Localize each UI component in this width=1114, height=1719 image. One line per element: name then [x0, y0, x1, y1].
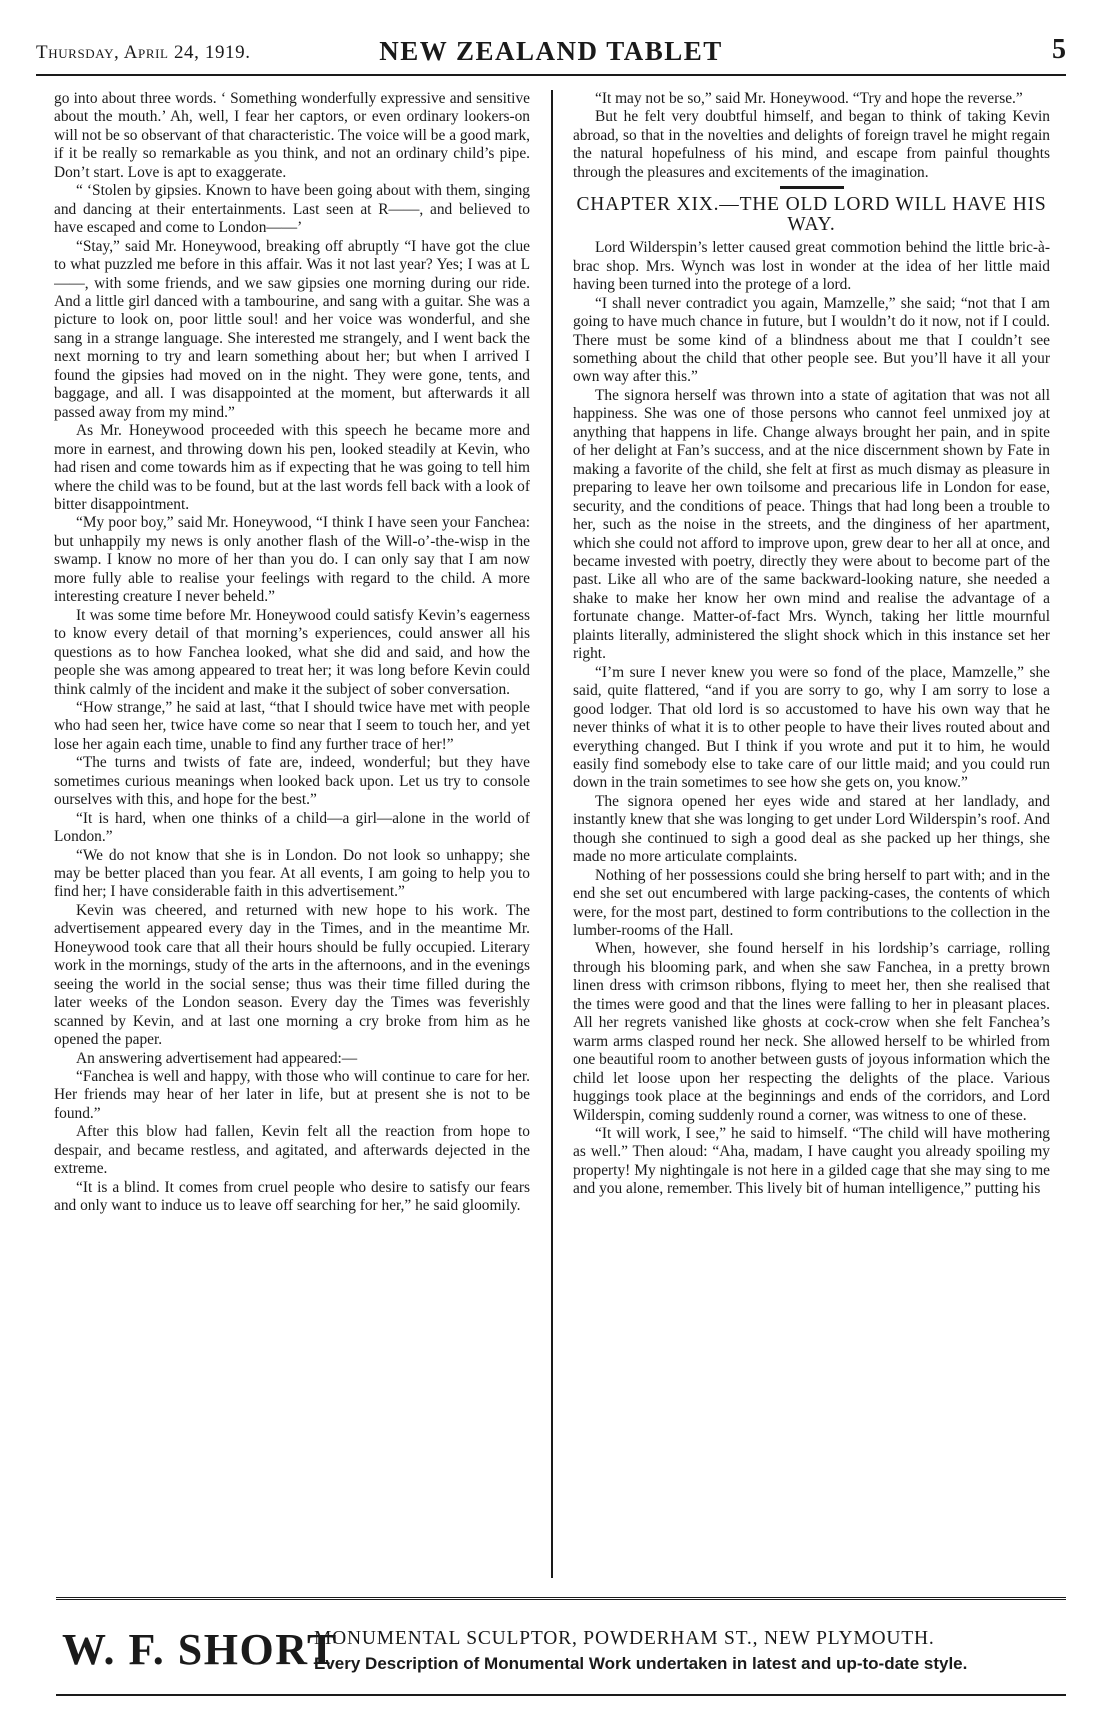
chapter-heading: CHAPTER XIX.—THE OLD LORD WILL HAVE HIS WAY.: [576, 194, 1047, 236]
paragraph: “We do not know that she is in London. Do not look so unhappy; she may be better placed than you fear. At all events, I am going to help you to find her; I have considerable faith in this advertisement.”: [54, 846, 530, 901]
left-column: [54, 90, 530, 1580]
paragraph: An answering advertisement had appeared:—: [76, 1049, 358, 1067]
page-number: 5: [1052, 34, 1066, 65]
issue-date: Thursday, April 24, 1919.: [36, 42, 251, 63]
paragraph: “My poor boy,” said Mr. Honeywood, “I think I have seen your Fanchea: but unhappily my news is only another flash of the Will-o’-the-wisp in the swamp. I know no more of her than you do. I can only say that I am now more fully able to realise your feelings with regard to the child. A more interesting creature I never beheld.”: [54, 514, 530, 606]
paragraph: “Fanchea is well and happy, with those who will continue to care for her. Her friends may hear of her later in life, but at present she is not to be found.”: [54, 1068, 530, 1122]
paragraph: “It is a blind. It comes from cruel people who desire to satisfy our fears and only want to induce us to leave off searching for her,” he said gloomily.: [54, 1178, 530, 1215]
paragraph: “Stay,” said Mr. Honeywood, breaking off abruptly “I have got the clue to what puzzled me before in this affair. Was it not last year? Yes; I was at L——, with some friends, and we saw gipsies one morning during our ride. And a little girl danced with a tambourine, and sang with a guitar. She was a picture to look on, poor little soul! and her voice was wonderful, and she sang in a strange language. She interested me strangely, and I went back the next morning to try and learn something about her; but when I arrived I found the gipsies had moved on in the night. They were gone, tents, and baggage, and all. I was disappointed at the moment, but afterwards it all passed away from my mind.”: [54, 237, 530, 421]
paragraph: “It may not be so,” said Mr. Honeywood. “Try and hope the reverse.”: [595, 90, 1023, 107]
advertisement-line-1: MONUMENTAL SCULPTOR, POWDERHAM ST., NEW PLYMOUTH.: [314, 1628, 935, 1649]
paragraph: go into about three words. ‘ Something wonderfully expressive and sensitive about the mouth.’ Ah, well, I fear her captors, or even ordinary lookers-on will not be so observant of that characteristic. The voice will be a good mark, if it be really so remarkable as you think, and not an ordinary child’s pipe. Don’t start. Love is apt to exaggerate.: [54, 90, 530, 181]
chapter-separator: [780, 186, 844, 189]
paragraph: But he felt very doubtful himself, and began to think of taking Kevin abroad, so that in the novelties and delights of foreign travel he might regain the natural hopefulness of his mind, and escape from painful thoughts through the pleasures and excitements of the imagination.: [573, 108, 1050, 181]
advertisement-bottom-rule: [56, 1694, 1066, 1696]
advertisement: [56, 1614, 1066, 1684]
paragraph: As Mr. Honeywood proceeded with this speech he became more and more in earnest, and throwing down his pen, looked steadily at Kevin, who had risen and come towards him as if expecting that he was going to tell him where the child was to be found, but at the last words fell back with a look of bitter disappointment.: [54, 422, 530, 513]
paragraph: “I shall never contradict you again, Mamzelle,” she said; “not that I am going to have much chance in future, but I wouldn’t do it now, not if I could. There must be some kind of a blindness about me that I couldn’t see something about the child that other people see. But you’ll have it all your own way after this.”: [573, 294, 1050, 386]
column-divider: [551, 90, 553, 1578]
advertiser-name: W. F. SHORT: [62, 1625, 338, 1674]
paragraph: The signora opened her eyes wide and stared at her landlady, and instantly knew that she was longing to get under Lord Wilderspin’s roof. And though she continued to sigh a good deal as she packed up her things, she made no more articulate complaints.: [573, 792, 1050, 866]
advertisement-top-rule: [56, 1597, 1066, 1600]
paragraph: “It is hard, when one thinks of a child—a girl—alone in the world of London.”: [54, 809, 530, 846]
paragraph: Nothing of her possessions could she bring herself to part with; and in the end she set out encumbered with large packing-cases, the contents of which were, for the most part, destined to form contributions to the collection in the lumber-rooms of the Hall.: [573, 866, 1050, 940]
advertisement-line-2: Every Description of Monumental Work undertaken in latest and up-to-date style.: [314, 1654, 968, 1673]
masthead: [36, 34, 1066, 68]
paragraph: After this blow had fallen, Kevin felt all the reaction from hope to despair, and became restless, and agitated, and afterwards dejected in the extreme.: [54, 1123, 530, 1178]
paragraph: Lord Wilderspin’s letter caused great commotion behind the little bric-à-brac shop. Mrs. Wynch was lost in wonder at the idea of her little maid having been turned into the protege of a lord.: [573, 239, 1050, 294]
paragraph: “I’m sure I never knew you were so fond of the place, Mamzelle,” she said, quite flattered, “and if you are sorry to go, why I am sorry to lose a good lodger. That old lord is so accustomed to have his own way that he never thinks of what it is to other people to have their lives routed about and everything changed. But I think if you wrote and put it to him, he would easily find somebody else to take care of our little maid; and you could run down in the train sometimes to see how she gets on, you know.”: [573, 663, 1050, 792]
paragraph: It was some time before Mr. Honeywood could satisfy Kevin’s eagerness to know every detail of that morning’s experiences, could answer all his questions as to how Fanchea looked, what she did and said, and how the people she was among appeared to treat her; it was long before Kevin could think calmly of the incident and make it the subject of sober conversation.: [54, 606, 530, 698]
paragraph: When, however, she found herself in his lordship’s carriage, rolling through his blooming park, and when she saw Fanchea, in a pretty brown linen dress with crimson ribbons, flying to meet her, then she realised that the times were good and that the lines were falling to her in pleasant places. All her regrets vanished like ghosts at cock-crow when she felt Fanchea’s warm arms clasped round her neck. She allowed herself to be whirled from one beautiful room to another between gusts of joyous information which the child let loose upon her respecting the delights of the place. Various huggings took place at the beginnings and ends of the corridors, and Lord Wilderspin, coming suddenly round a corner, was witness to one of these.: [573, 940, 1050, 1124]
paragraph: “How strange,” he said at last, “that I should twice have met with people who had seen her, twice have come so near that I seem to touch her, and yet lose her again each time, unable to find any further trace of her!”: [54, 698, 530, 753]
paragraph: “ ‘Stolen by gipsies. Known to have been going about with them, singing and dancing at their entertainments. Last seen at R——, and believed to have escaped and come to London——’: [54, 182, 530, 237]
newspaper-title: NEW ZEALAND TABLET: [379, 36, 723, 66]
paragraph: “It will work, I see,” he said to himself. “The child will have mothering as well.” Then aloud: “Aha, madam, I have caught you already spoiling my property! My nightingale is not here in a gilded cage that she may sing to me and you alone, remember. This lively bit of human intelligence,” putting his: [573, 1125, 1050, 1198]
right-column: [573, 90, 1050, 1580]
paragraph: The signora herself was thrown into a state of agitation that was not all happiness. She was one of those persons who cannot feel unmixed joy at anything that happens in life. Change always brought her pain, and in spite of her delight at Fan’s success, and at the nice discernment shown by Fate in making a favorite of the child, she felt at first as much dismay as pleasure in preparing to leave her own toilsome and precarious life in London for ease, security, and the conditions of peace. Things that had long been a trouble to her, such as the noise in the streets, and the dinginess of her apartment, which she could not afford to improve upon, grew dear to her all at once, and became invested with poetry, directly they were about to become part of the past. Like all who are of the same backward-looking nature, she needed a shake to make her know her own mind and realise the advantage of a fortunate change. Matter-of-fact Mrs. Wynch, taking her little mournful plaints literally, administered the slight shock which in this instance set her right.: [573, 386, 1050, 663]
header-rule: [36, 74, 1066, 76]
paragraph: Kevin was cheered, and returned with new hope to his work. The advertisement appeared every day in the Times, and in the meantime Mr. Honeywood took care that all their hours should be fully occupied. Literary work in the mornings, study of the arts in the afternoons, and in the evenings seeing the world in the social sense; thus was their time filled during the later weeks of the London season. Every day the Times was feverishly scanned by Kevin, and at last one morning a cry broke from him as he opened the paper.: [54, 901, 530, 1049]
paragraph: “The turns and twists of fate are, indeed, wonderful; but they have sometimes curious meanings when looked back upon. Let us try to console ourselves with this, and hope for the best.”: [54, 754, 530, 809]
